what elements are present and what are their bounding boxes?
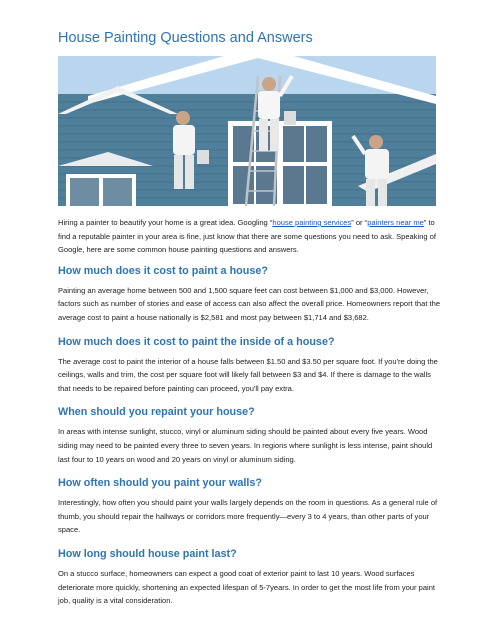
house-painters-photo	[58, 56, 436, 206]
painters-near-me-link[interactable]: painters near me	[367, 218, 424, 227]
section-text-house-cost: Painting an average home between 500 and 1,500 square feet can cost between $1,000 and $3,000. However, factors such as number of stories and ease of access can also affect the overall price. Homeowners report that the average cost to paint a house nationally is $2,581 and most pay between $1,714 and $3,682.	[58, 285, 441, 322]
section-heading-paint-last: How long should house paint last?	[58, 547, 237, 560]
section-heading-interior-cost: How much does it cost to paint the inside of a house?	[58, 335, 335, 348]
article-body	[58, 216, 442, 618]
section-text-repaint: In areas with intense sunlight, stucco, vinyl or aluminum siding should be painted about every five years. Wood siding may need to be painted every three to seven years. In regions where sunlight is less intense, paint should last four to 10 years on wood and 20 years on vinyl or aluminum siding.	[58, 427, 433, 464]
section-heading-walls: How often should you paint your walls?	[58, 477, 262, 490]
intro-text-2: ” or “	[351, 218, 368, 227]
intro-paragraph	[58, 216, 442, 257]
section-heading-house-cost: How much does it cost to paint a house?	[58, 264, 268, 277]
intro-text-1: Hiring a painter to beautify your home is a great idea. Googling “	[58, 218, 273, 227]
house-painting-services-link[interactable]: house painting services	[272, 218, 352, 227]
section-text-interior-cost: The average cost to paint the interior of a house falls between $1.50 and $3.50 per square foot. If you're doing the ceilings, walls and trim, the cost per square foot will likely fall between $3 and $4. If there is damage to the walls that needs to be repaired before painting can proceed, you'll pay extra.	[58, 356, 438, 393]
section-heading-repaint: When should you repaint your house?	[58, 406, 255, 419]
intro-text-3: ” to find a reputable painter in your area is fine, just know that there are some questions you need to ask. Speaking of Google, here are some common house painting questions and answers.	[58, 218, 436, 255]
page-title: House Painting Questions and Answers	[58, 30, 313, 46]
section-text-walls: Interestingly, how often you should paint your walls largely depends on the room in questions. As a general rule of thumb, you should repair the hallways or corridors more frequently—every 3 to 4 years, than other parts of your space.	[58, 498, 438, 535]
section-text-paint-last: On a stucco surface, homeowners can expect a good coat of exterior paint to last 10 years. Wood surfaces deteriorate more quickly, shortening an expected lifespan of 5-7years. In order to get the most life from your paint job, quality is a vital consideration.	[58, 568, 435, 606]
